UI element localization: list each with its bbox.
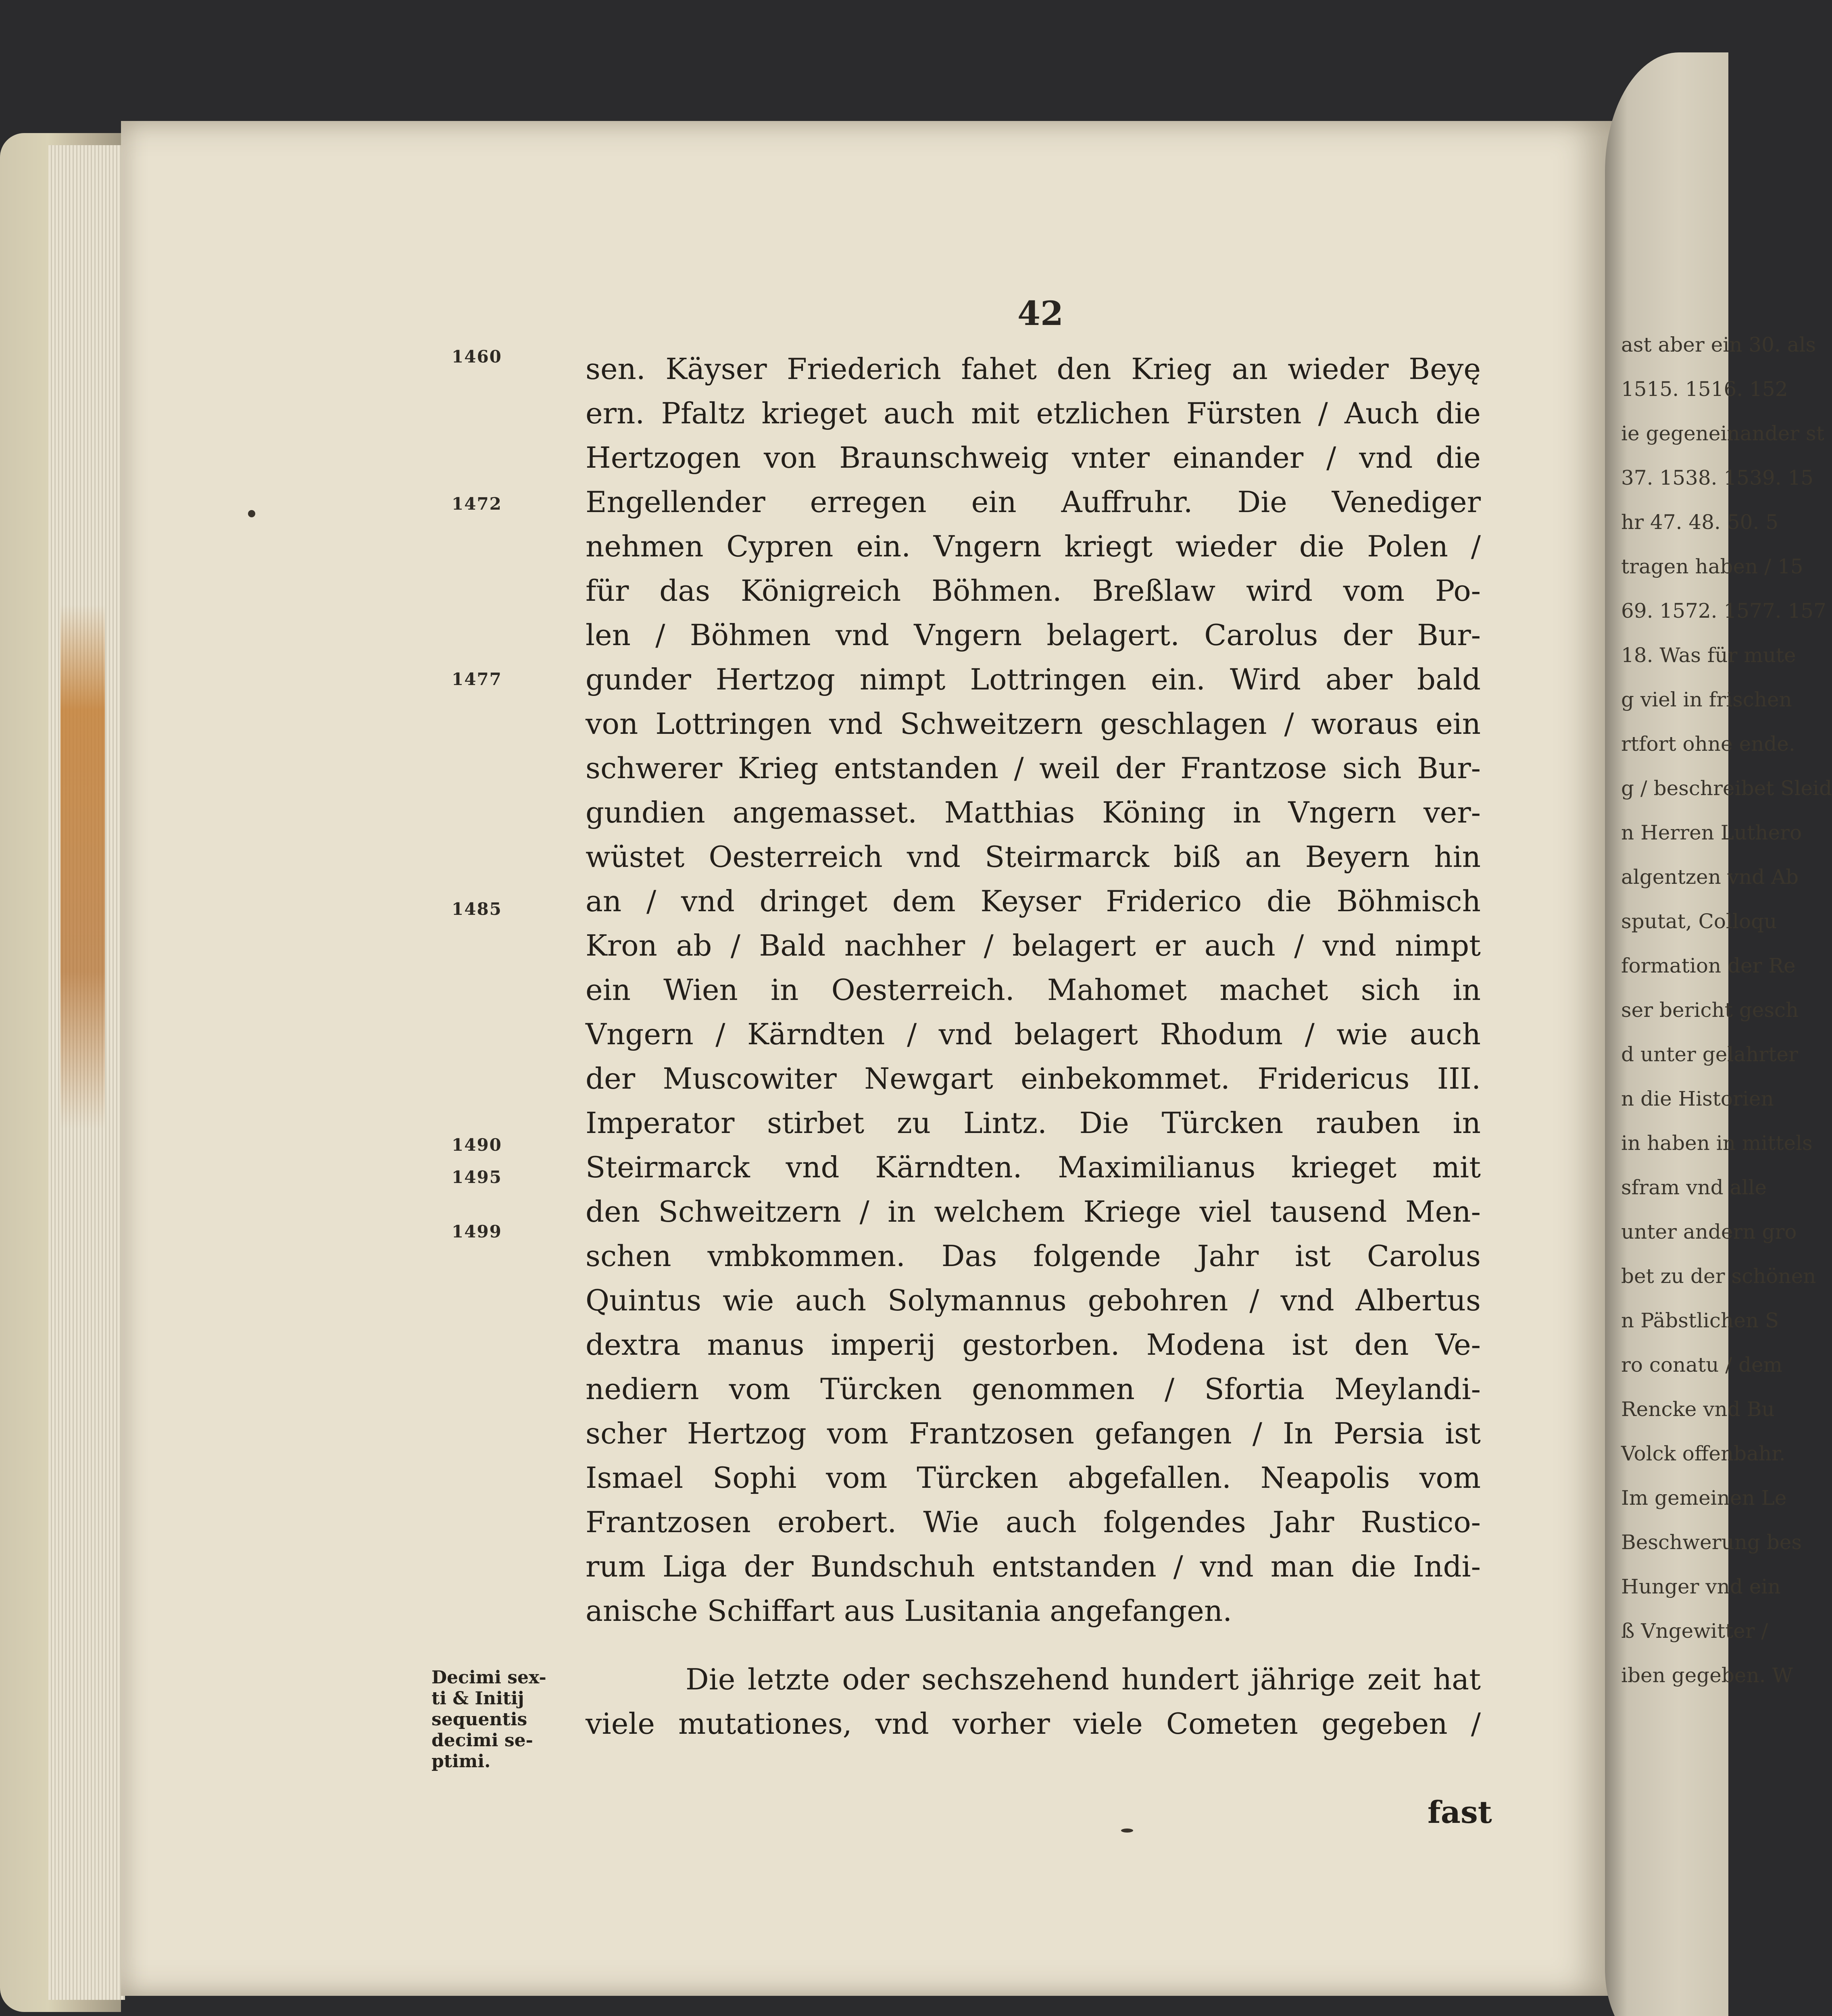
margin-year: 1499 [452, 1222, 502, 1241]
facing-page-line: ß Vngewitter / [1621, 1619, 1768, 1643]
margin-year: 1477 [452, 669, 502, 689]
facing-page-line: n die Historien [1621, 1087, 1774, 1110]
page-number: 42 [1017, 294, 1064, 333]
facing-page-line: unter andern gro [1621, 1220, 1797, 1243]
facing-page-line: 18. Was für mute [1621, 644, 1796, 667]
side-note-line: Decimi sex- [431, 1667, 546, 1688]
facing-page-line: Im gemeinen Le [1621, 1486, 1787, 1510]
facing-page-line: ser bericht gesch [1621, 998, 1799, 1022]
facing-page-line: Beschwerung bes [1621, 1531, 1802, 1554]
catchword: fast [1428, 1794, 1492, 1830]
text-line: für das Königreich Böhmen. Breßlaw wird vom Po- [586, 574, 1481, 608]
facing-page-line: ie gegeneinander st [1621, 422, 1824, 445]
side-note-line: ti & Initij [431, 1688, 524, 1709]
facing-page-line: iben gegeben. W [1621, 1664, 1793, 1687]
facing-page-line: g viel in frischen [1621, 688, 1792, 711]
text-line: scher Hertzog vom Frantzosen gefangen / In Persia ist [586, 1416, 1481, 1450]
facing-page [1605, 52, 1832, 2016]
facing-page-line: sputat, Colloqu [1621, 910, 1777, 933]
text-line: len / Böhmen vnd Vngern belagert. Carolus der Bur- [586, 618, 1481, 652]
facing-page-line: bet zu der schönen [1621, 1264, 1816, 1288]
facing-page-line: 69. 1572. 1577. 157 [1621, 599, 1826, 623]
facing-page-line: 37. 1538. 1539. 15 [1621, 466, 1814, 489]
margin-year: 1495 [452, 1167, 502, 1187]
text-line: Hertzogen von Braunschweig vnter einander / vnd die [586, 441, 1481, 475]
text-line: an / vnd dringet dem Keyser Friderico die Böhmisch [586, 884, 1481, 918]
facing-page-line: sfram vnd alle [1621, 1176, 1767, 1199]
text-line: Ismael Sophi vom Türcken abgefallen. Neapolis vom [586, 1461, 1481, 1495]
facing-page-line: formation der Re [1621, 954, 1796, 977]
water-stain [60, 605, 105, 1129]
text-line: schwerer Krieg entstanden / weil der Frantzose sich Bur- [586, 751, 1481, 785]
text-line: sen. Käyser Friederich fahet den Krieg an wieder Beyę [586, 352, 1481, 386]
paper-speck [1121, 1829, 1133, 1833]
facing-page-line: Hunger vnd ein [1621, 1575, 1781, 1598]
paper-speck [248, 510, 255, 517]
margin-year: 1472 [452, 494, 502, 514]
text-line: nediern vom Türcken genommen / Sfortia Meylandi- [586, 1372, 1481, 1406]
margin-year: 1460 [452, 347, 502, 367]
side-note-line: ptimi. [431, 1751, 491, 1772]
facing-page-line: ro conatu / dem [1621, 1353, 1782, 1377]
facing-page-line: algentzen vnd Ab [1621, 865, 1799, 889]
text-line: Steirmarck vnd Kärndten. Maximilianus krieget mit [586, 1150, 1481, 1184]
text-line: Die letzte oder sechszehend hundert jährige zeit hat [686, 1662, 1481, 1696]
text-line: der Muscowiter Newgart einbekommet. Fridericus III. [586, 1062, 1481, 1095]
facing-page-line: rtfort ohne ende. [1621, 732, 1795, 756]
margin-year: 1485 [452, 899, 502, 919]
facing-page-line: ast aber ein 30. als [1621, 333, 1816, 356]
text-line: Imperator stirbet zu Lintz. Die Türcken rauben in [586, 1106, 1481, 1140]
text-line: Engellender erregen ein Auffruhr. Die Venediger [586, 485, 1481, 519]
facing-page-line: in haben in mittels [1621, 1131, 1813, 1155]
margin-year: 1490 [452, 1135, 502, 1155]
text-line: viele mutationes, vnd vorher viele Cometen gegeben / [586, 1707, 1481, 1741]
text-line: ern. Pfaltz krieget auch mit etzlichen Fürsten / Auch die [586, 396, 1481, 430]
facing-page-line: n Päbstlichen S [1621, 1309, 1779, 1332]
text-line: schen vmbkommen. Das folgende Jahr ist Carolus [586, 1239, 1481, 1273]
facing-page-line: tragen haben / 15 [1621, 555, 1803, 578]
facing-page-line: Volck offenbahr. [1621, 1442, 1786, 1465]
facing-page-line: 1515. 1516. 152 [1621, 377, 1788, 401]
facing-page-line: d unter gelahrter [1621, 1043, 1798, 1066]
facing-page-line: Rencke vnd Bu [1621, 1397, 1775, 1421]
side-note-line: sequentis [431, 1709, 527, 1730]
text-line: rum Liga der Bundschuh entstanden / vnd man die Indi- [586, 1549, 1481, 1583]
facing-page-line: g / beschreibet Sleid [1621, 777, 1832, 800]
text-line: nehmen Cypren ein. Vngern kriegt wieder die Polen / [586, 529, 1481, 563]
text-line: von Lottringen vnd Schweitzern geschlagen / woraus ein [586, 707, 1481, 741]
text-line: dextra manus imperij gestorben. Modena ist den Ve- [586, 1328, 1481, 1362]
facing-page-line: hr 47. 48. 50. 5 [1621, 510, 1779, 534]
text-line: Vngern / Kärndten / vnd belagert Rhodum / wie auch [586, 1017, 1481, 1051]
text-line: gundien angemasset. Matthias Köning in Vngern ver- [586, 796, 1481, 829]
text-line: ein Wien in Oesterreich. Mahomet machet sich in [586, 973, 1481, 1007]
text-line: wüstet Oesterreich vnd Steirmarck biß an Beyern hin [586, 840, 1481, 874]
text-line: den Schweitzern / in welchem Kriege viel tausend Men- [586, 1195, 1481, 1229]
text-line: anische Schiffart aus Lusitania angefangen. [586, 1594, 1232, 1628]
side-note-line: decimi se- [431, 1730, 533, 1751]
text-line: Frantzosen erobert. Wie auch folgendes Jahr Rustico- [586, 1505, 1481, 1539]
facing-page-line: n Herren Luthero [1621, 821, 1802, 844]
text-line: Kron ab / Bald nachher / belagert er auch / vnd nimpt [586, 929, 1481, 962]
text-line: Quintus wie auch Solymannus gebohren / vnd Albertus [586, 1283, 1481, 1317]
text-line: gunder Hertzog nimpt Lottringen ein. Wird aber bald [586, 662, 1481, 696]
